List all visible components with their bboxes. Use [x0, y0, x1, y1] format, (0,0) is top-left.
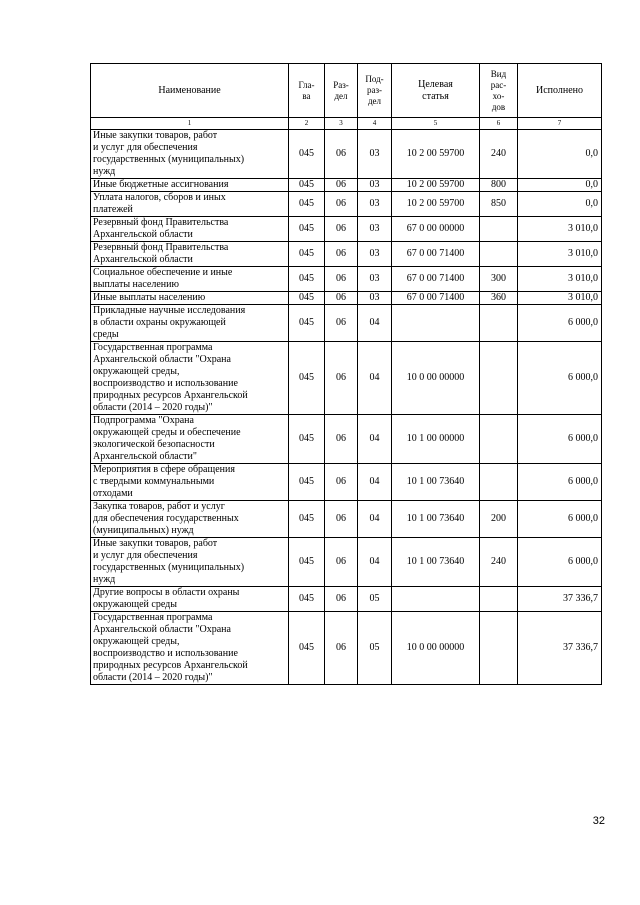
cell-vid: 200: [480, 501, 518, 538]
cell-target: 10 1 00 00000: [392, 415, 480, 464]
cell-target: 10 0 00 00000: [392, 612, 480, 685]
table-row: [91, 217, 602, 242]
cell-executed: 6 000,0: [518, 501, 602, 538]
column-number: 4: [358, 118, 392, 130]
cell-vid: [480, 342, 518, 415]
cell-vid: 850: [480, 192, 518, 217]
cell-razdel: 06: [325, 179, 358, 192]
column-number: 2: [289, 118, 325, 130]
header-target: Целевая статья: [392, 64, 480, 118]
cell-target: 10 2 00 59700: [392, 130, 480, 179]
cell-glava: 045: [289, 242, 325, 267]
cell-target: 10 1 00 73640: [392, 464, 480, 501]
table-row: [91, 538, 602, 587]
column-number: 5: [392, 118, 480, 130]
cell-podrazdel: 04: [358, 415, 392, 464]
cell-name: Иные закупки товаров, работ и услуг для обеспечения государственных (муниципальных) нужд: [91, 538, 289, 587]
cell-podrazdel: 04: [358, 501, 392, 538]
cell-executed: 3 010,0: [518, 267, 602, 292]
cell-target: 67 0 00 00000: [392, 217, 480, 242]
cell-executed: 37 336,7: [518, 587, 602, 612]
cell-target: [392, 305, 480, 342]
table-row: [91, 342, 602, 415]
cell-glava: 045: [289, 587, 325, 612]
table-body: [91, 130, 602, 685]
cell-razdel: 06: [325, 305, 358, 342]
cell-executed: 6 000,0: [518, 464, 602, 501]
cell-vid: 240: [480, 538, 518, 587]
cell-podrazdel: 05: [358, 612, 392, 685]
cell-executed: 6 000,0: [518, 415, 602, 464]
cell-name: Государственная программа Архангельской области "Охрана окружающей среды, воспроизводство и использование природных ресурсов Архангельской области (2014 – 2020 годы)": [91, 342, 289, 415]
cell-target: 10 1 00 73640: [392, 538, 480, 587]
cell-name: Мероприятия в сфере обращения с твердыми коммунальными отходами: [91, 464, 289, 501]
cell-executed: 6 000,0: [518, 305, 602, 342]
header-glava: Гла- ва: [289, 64, 325, 118]
cell-razdel: 06: [325, 587, 358, 612]
budget-table: [90, 63, 602, 685]
cell-target: 10 0 00 00000: [392, 342, 480, 415]
table-row: [91, 305, 602, 342]
cell-vid: [480, 242, 518, 267]
cell-razdel: 06: [325, 292, 358, 305]
cell-vid: [480, 612, 518, 685]
cell-executed: 0,0: [518, 179, 602, 192]
cell-glava: 045: [289, 217, 325, 242]
cell-glava: 045: [289, 292, 325, 305]
cell-glava: 045: [289, 538, 325, 587]
cell-name: Закупка товаров, работ и услуг для обеспечения государственных (муниципальных) нужд: [91, 501, 289, 538]
cell-executed: 3 010,0: [518, 242, 602, 267]
cell-target: 10 2 00 59700: [392, 192, 480, 217]
cell-name: Иные закупки товаров, работ и услуг для обеспечения государственных (муниципальных) нужд: [91, 130, 289, 179]
cell-name: Подпрограмма "Охрана окружающей среды и обеспечение экологической безопасности Архангельской области": [91, 415, 289, 464]
cell-vid: [480, 464, 518, 501]
cell-executed: 6 000,0: [518, 342, 602, 415]
cell-glava: 045: [289, 179, 325, 192]
header-executed: Исполнено: [518, 64, 602, 118]
cell-executed: 37 336,7: [518, 612, 602, 685]
cell-razdel: 06: [325, 192, 358, 217]
cell-podrazdel: 04: [358, 538, 392, 587]
header-row: [91, 64, 602, 118]
cell-name: Иные бюджетные ассигнования: [91, 179, 289, 192]
cell-name: Социальное обеспечение и иные выплаты населению: [91, 267, 289, 292]
cell-podrazdel: 03: [358, 192, 392, 217]
cell-podrazdel: 04: [358, 305, 392, 342]
cell-vid: 360: [480, 292, 518, 305]
cell-executed: 0,0: [518, 130, 602, 179]
table-row: [91, 612, 602, 685]
cell-name: Другие вопросы в области охраны окружающей среды: [91, 587, 289, 612]
cell-podrazdel: 03: [358, 179, 392, 192]
table-row: [91, 292, 602, 305]
cell-podrazdel: 03: [358, 130, 392, 179]
column-number: 7: [518, 118, 602, 130]
cell-podrazdel: 03: [358, 242, 392, 267]
cell-name: Иные выплаты населению: [91, 292, 289, 305]
cell-glava: 045: [289, 305, 325, 342]
cell-razdel: 06: [325, 612, 358, 685]
cell-vid: [480, 415, 518, 464]
cell-target: 67 0 00 71400: [392, 242, 480, 267]
cell-executed: 3 010,0: [518, 292, 602, 305]
cell-razdel: 06: [325, 267, 358, 292]
header-razdel: Раз- дел: [325, 64, 358, 118]
column-number: 3: [325, 118, 358, 130]
cell-razdel: 06: [325, 501, 358, 538]
cell-name: Резервный фонд Правительства Архангельской области: [91, 242, 289, 267]
cell-target: 10 1 00 73640: [392, 501, 480, 538]
table-row: [91, 464, 602, 501]
column-number: 6: [480, 118, 518, 130]
header-podrazdel: Под- раз- дел: [358, 64, 392, 118]
table-row: [91, 179, 602, 192]
cell-glava: 045: [289, 612, 325, 685]
table-row: [91, 192, 602, 217]
table-row: [91, 242, 602, 267]
header-vid: Вид рас- хо- дов: [480, 64, 518, 118]
cell-glava: 045: [289, 267, 325, 292]
cell-executed: 0,0: [518, 192, 602, 217]
column-number: 1: [91, 118, 289, 130]
table-row: [91, 415, 602, 464]
cell-vid: 300: [480, 267, 518, 292]
cell-podrazdel: 05: [358, 587, 392, 612]
cell-glava: 045: [289, 192, 325, 217]
cell-glava: 045: [289, 130, 325, 179]
cell-razdel: 06: [325, 342, 358, 415]
cell-podrazdel: 03: [358, 267, 392, 292]
cell-razdel: 06: [325, 217, 358, 242]
cell-target: 67 0 00 71400: [392, 292, 480, 305]
cell-executed: 6 000,0: [518, 538, 602, 587]
cell-name: Государственная программа Архангельской области "Охрана окружающей среды, воспроизводство и использование природных ресурсов Архангельской области (2014 – 2020 годы)": [91, 612, 289, 685]
cell-glava: 045: [289, 464, 325, 501]
header-name: Наименование: [91, 64, 289, 118]
cell-name: Резервный фонд Правительства Архангельской области: [91, 217, 289, 242]
cell-vid: [480, 217, 518, 242]
cell-executed: 3 010,0: [518, 217, 602, 242]
cell-vid: [480, 305, 518, 342]
cell-vid: [480, 587, 518, 612]
column-number-row: [91, 118, 602, 130]
cell-podrazdel: 03: [358, 292, 392, 305]
cell-razdel: 06: [325, 538, 358, 587]
cell-podrazdel: 04: [358, 464, 392, 501]
cell-glava: 045: [289, 501, 325, 538]
cell-target: 10 2 00 59700: [392, 179, 480, 192]
cell-razdel: 06: [325, 242, 358, 267]
cell-vid: 240: [480, 130, 518, 179]
cell-razdel: 06: [325, 464, 358, 501]
table-row: [91, 130, 602, 179]
cell-glava: 045: [289, 342, 325, 415]
cell-target: 67 0 00 71400: [392, 267, 480, 292]
cell-vid: 800: [480, 179, 518, 192]
table-row: [91, 501, 602, 538]
cell-name: Прикладные научные исследования в области охраны окружающей среды: [91, 305, 289, 342]
cell-glava: 045: [289, 415, 325, 464]
page-number: 32: [592, 815, 605, 827]
cell-razdel: 06: [325, 415, 358, 464]
cell-podrazdel: 04: [358, 342, 392, 415]
table-row: [91, 267, 602, 292]
cell-podrazdel: 03: [358, 217, 392, 242]
cell-target: [392, 587, 480, 612]
table-row: [91, 587, 602, 612]
cell-name: Уплата налогов, сборов и иных платежей: [91, 192, 289, 217]
cell-razdel: 06: [325, 130, 358, 179]
